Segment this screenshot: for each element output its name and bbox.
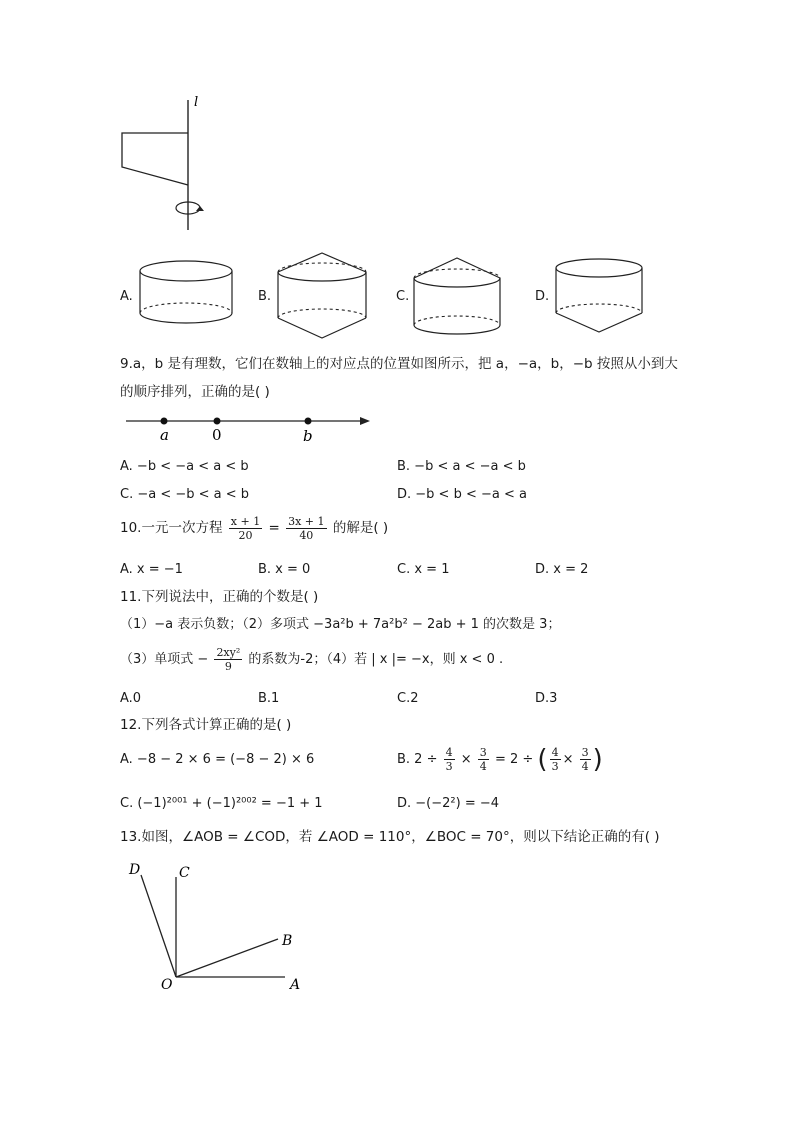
q11-option-a: A.0	[120, 691, 142, 706]
label-0: 0	[212, 426, 222, 444]
point-0	[214, 418, 221, 425]
label-b: B	[282, 933, 293, 949]
label-b: b	[303, 427, 313, 445]
option-a-cylinder	[136, 258, 236, 338]
angle-figure	[125, 855, 315, 995]
q12-option-d: D. −(−2²) = −4	[397, 796, 500, 811]
q11-stem: 11.下列说法中，正确的个数是( )	[120, 589, 319, 605]
option-d-cylinder-cone	[552, 255, 648, 337]
fraction-2: $\frac{3x + 1}{40}$	[288, 514, 325, 542]
label-c: C	[179, 865, 190, 881]
option-a-label: A.	[120, 289, 133, 304]
q12-stem: 12.下列各式计算正确的是( )	[120, 717, 292, 733]
point-b	[305, 418, 312, 425]
q12-option-b: B. 2 ÷ $\frac{4}{3}$ × $\frac{3}{4}$ = 2 ÷ ( $\frac{4}{3}$ × $\frac{3}{4}$ )	[397, 744, 603, 775]
q10-stem: 10.一元一次方程 $\frac{x + 1}{20}$ = $\frac{3x + 1}{40}$ 的解是( )	[120, 514, 389, 542]
q10-option-d: D. x = 2	[535, 562, 589, 577]
ray-ob	[176, 939, 278, 977]
q11-statement-3-4: （3）单项式 − $\frac{\text{2xy²}}{9}$ 的系数为-2；（4）若 | x |= −x，则 x < 0 .	[120, 646, 504, 673]
label-d: D	[129, 862, 141, 878]
q10-option-b: B. x = 0	[258, 562, 311, 577]
q11-option-c: C.2	[397, 691, 419, 706]
q9-option-a: A. −b < −a < a < b	[120, 459, 249, 474]
option-b-double-cone-cylinder	[272, 248, 372, 348]
q10-option-c: C. x = 1	[397, 562, 450, 577]
q10-option-a: A. x = −1	[120, 562, 183, 577]
option-c-cone-cylinder	[410, 252, 506, 342]
option-c-label: C.	[396, 289, 410, 304]
rotation-figure	[110, 90, 220, 230]
q11-option-d: D.3	[535, 691, 558, 706]
q12-option-c: C. (−1)²⁰⁰¹ + (−1)²⁰⁰² = −1 + 1	[120, 796, 323, 811]
q9-stem-line2: 的顺序排列，正确的是( )	[120, 384, 270, 400]
number-line	[120, 408, 380, 448]
axis-label: l	[194, 95, 199, 110]
option-b-label: B.	[258, 289, 272, 304]
q11-statement-1-2: （1）−a 表示负数；（2）多项式 −3a²b + 7a²b² − 2ab + 1 的次数是 3；	[120, 617, 561, 632]
label-a: a	[160, 426, 169, 444]
q12-option-a: A. −8 − 2 × 6 = (−8 − 2) × 6	[120, 752, 315, 767]
label-a: A	[290, 977, 301, 993]
q9-option-c: C. −a < −b < a < b	[120, 487, 250, 502]
arrow-right-icon	[360, 417, 370, 425]
trapezoid-shape	[122, 133, 188, 185]
fraction-1: $\frac{x + 1}{20}$	[230, 514, 261, 542]
option-d-label: D.	[535, 289, 550, 304]
q9-option-d: D. −b < b < −a < a	[397, 487, 527, 502]
monomial-fraction: $\frac{\text{2xy²}}{9}$	[216, 646, 241, 673]
q9-option-b: B. −b < a < −a < b	[397, 459, 526, 474]
q9-stem-line1: 9.a，b 是有理数，它们在数轴上的对应点的位置如图所示，把 a，−a，b，−b 按照从小到大	[120, 356, 678, 372]
point-a	[161, 418, 168, 425]
q11-option-b: B.1	[258, 691, 280, 706]
ray-od	[141, 875, 176, 977]
q13-stem: 13.如图，∠AOB = ∠COD，若 ∠AOD = 110°，∠BOC = 70°，则以下结论正确的有( )	[120, 829, 660, 845]
label-o: O	[161, 977, 173, 993]
